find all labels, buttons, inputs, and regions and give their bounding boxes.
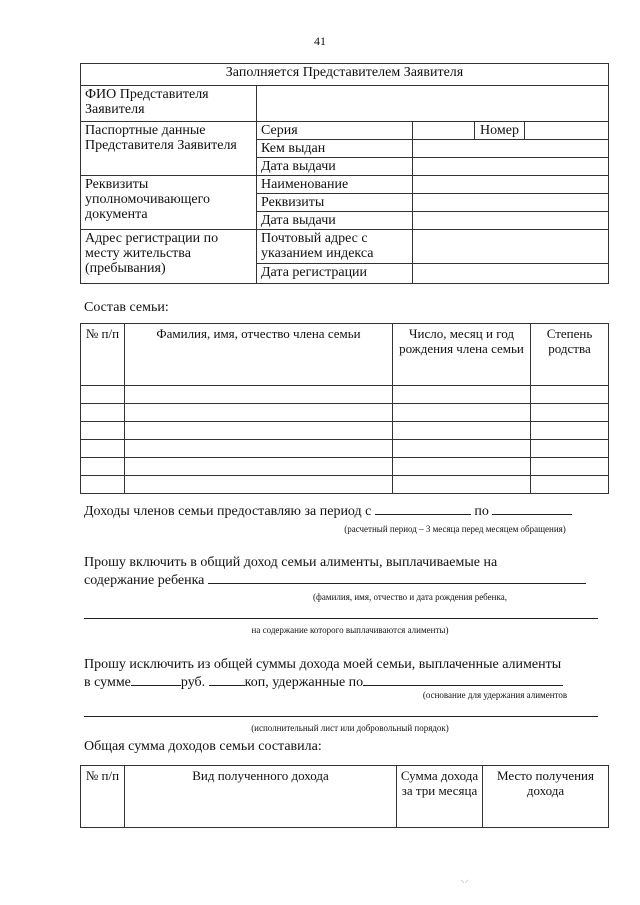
income-period-line [84,503,608,521]
family-table [80,323,609,494]
pochtovy-label: Почтовый адрес с указанием индекса [257,230,413,264]
rep-table-header: Заполняется Представителем Заявителя [81,64,609,86]
fio-label: ФИО Представителя Заявителя [81,86,257,122]
alimony-include-line2 [84,572,608,590]
table-row[interactable] [81,458,609,476]
basis-field-line2[interactable] [84,716,598,717]
income-total-table [80,765,609,828]
alimony-include-text2: содержание ребенка [84,573,205,588]
income-col-type: Вид полученного дохода [125,766,397,828]
data-vydachi2-field[interactable] [413,212,609,230]
nomer-label: Номер [475,122,525,140]
rekvizity-label: Реквизиты [257,194,413,212]
table-row[interactable] [81,386,609,404]
kop-field[interactable] [209,685,245,686]
alimony-exclude-hint2: (исполнительный лист или добровольный порядок) [251,723,449,733]
child-field[interactable] [208,583,586,584]
child-field-line2[interactable] [84,618,598,619]
data-vydachi-field[interactable] [413,158,609,176]
kem-vydan-label: Кем выдан [257,140,413,158]
family-col-num: № п/п [81,324,125,386]
family-col-dob: Число, месяц и год рождения члена семьи [393,324,531,386]
seria-label: Серия [257,122,413,140]
alimony-exclude-text1: Прошу исключить из общей суммы дохода моей семьи, выплаченные алименты [84,657,562,672]
representative-table [80,63,609,284]
alimony-exclude-hint1: (основание для удержания алиментов [422,690,568,700]
page-number: 41 [314,34,326,48]
family-col-fio: Фамилия, имя, отчество члена семьи [125,324,393,386]
table-row[interactable] [81,476,609,494]
income-period-hint: (расчетный период – 3 месяца перед месяцем обращения) [344,524,566,534]
naimenovanie-label: Наименование [257,176,413,194]
scan-mark: ⸌⸍ [460,878,470,888]
data-vydachi2-label: Дата выдачи [257,212,413,230]
rub-field[interactable] [131,685,181,686]
fio-field[interactable] [257,86,609,122]
income-col-place: Место получения дохода [483,766,609,828]
pochtovy-field[interactable] [413,230,609,264]
income-period-po: по [474,504,489,519]
alimony-exclude-kop: коп, удержанные по [244,675,364,690]
period-to-field[interactable] [492,514,572,515]
data-vydachi-label: Дата выдачи [257,158,413,176]
alimony-include-hint1: (фамилия, имя, отчество и дата рождения ребенка, [313,592,507,602]
nomer-field[interactable] [525,122,609,140]
income-col-sum: Сумма дохода за три месяца [397,766,483,828]
doc-label: Реквизиты уполномочивающего документа [81,176,257,230]
passport-label: Паспортные данные Представителя Заявителя [81,122,257,176]
data-registracii-field[interactable] [413,264,609,284]
kem-vydan-field[interactable] [413,140,609,158]
data-registracii-label: Дата регистрации [257,264,413,284]
income-period-text: Доходы членов семьи предоставляю за период с [84,504,372,519]
period-from-field[interactable] [375,514,471,515]
rekvizity-field[interactable] [413,194,609,212]
seria-field[interactable] [413,122,475,140]
table-row[interactable] [81,440,609,458]
address-label: Адрес регистрации по месту жительства (пребывания) [81,230,257,284]
alimony-include-text1: Прошу включить в общий доход семьи алименты, выплачиваемые на [84,555,498,570]
family-title: Состав семьи: [84,300,169,315]
table-row[interactable] [81,422,609,440]
basis-field[interactable] [363,685,563,686]
family-col-rel: Степень родства [531,324,609,386]
alimony-include-hint2: на содержание которого выплачиваются алименты) [251,625,449,635]
alimony-exclude-v-summe: в сумме [84,675,131,690]
table-row[interactable] [81,404,609,422]
naimenovanie-field[interactable] [413,176,609,194]
income-col-num: № п/п [81,766,125,828]
income-total-title: Общая сумма доходов семьи составила: [84,739,322,754]
alimony-exclude-rub: руб. [180,675,206,690]
